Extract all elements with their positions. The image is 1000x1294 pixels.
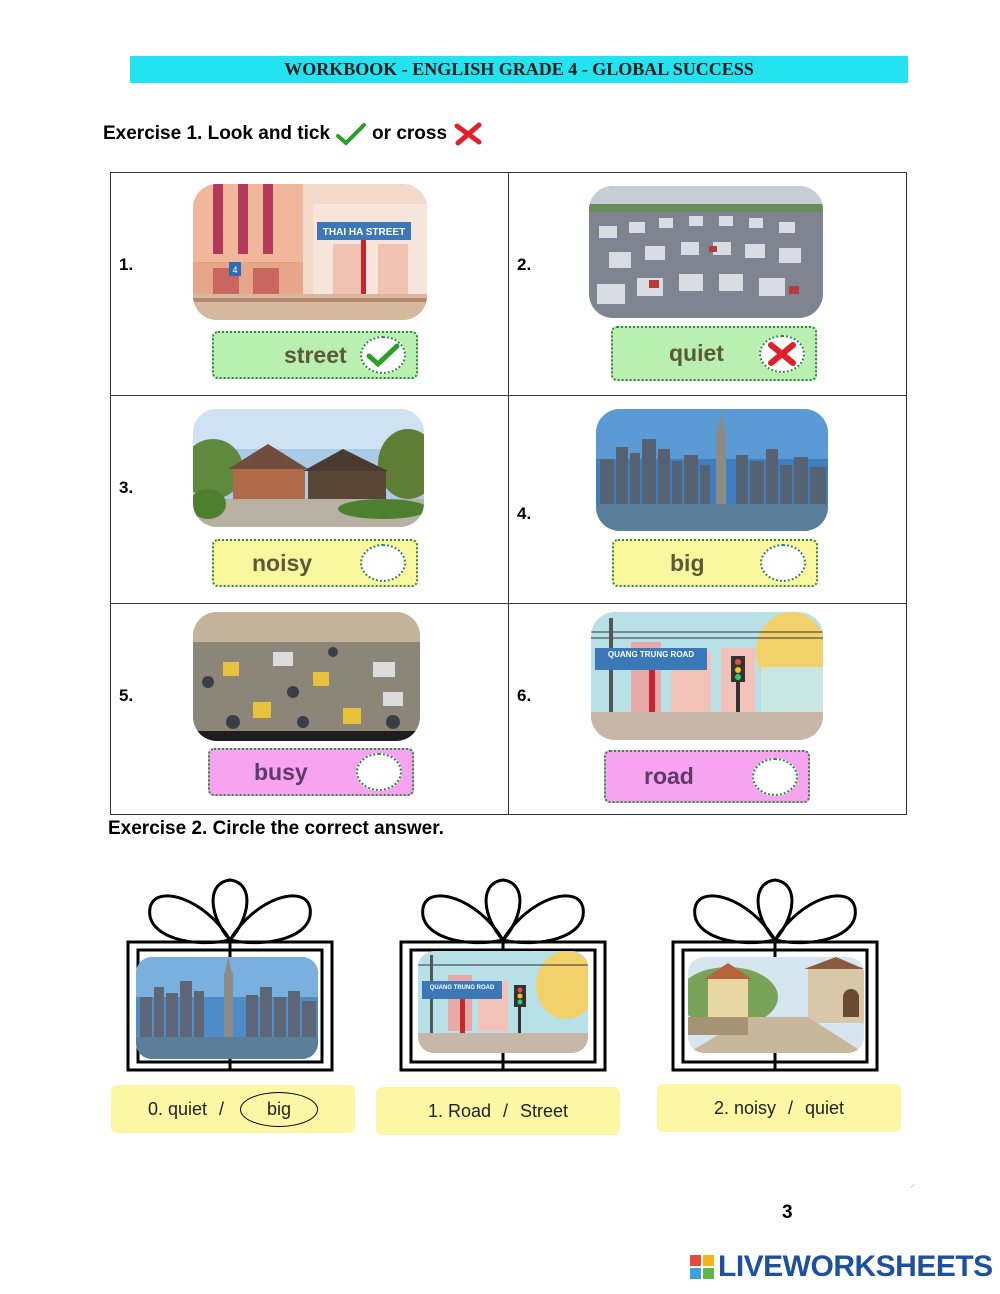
word-box-busy [208,748,414,796]
word-box-big [612,539,818,587]
road-picture [591,612,823,740]
item-number: 6. [517,686,532,705]
cross-icon [766,341,798,367]
gift-village-picture [688,957,864,1053]
word-box-noisy [212,539,418,587]
item-number: 5. [119,686,134,705]
exercise2-title: Exercise 2. Circle the correct answer. [108,818,444,839]
liveworksheets-logo-icon [690,1255,714,1279]
answer-option-2[interactable]: Street [520,1100,569,1121]
busy-street-picture [193,612,420,741]
answer-box-0 [111,1085,355,1133]
exercise1-title-part2: or cross [372,123,448,144]
answer-circle[interactable] [760,544,806,582]
gift-road-picture [418,951,588,1053]
stray-mark: ⸝ [910,1179,915,1190]
answer-circle[interactable] [360,336,406,374]
word-box-road [604,750,810,803]
exercise1-title-part1: Exercise 1. Look and tick [103,123,331,144]
circled-answer[interactable] [240,1092,318,1127]
street-picture [193,184,427,320]
gift-city-picture [136,957,318,1059]
page-number: 3 [782,1202,793,1223]
word-label: busy [254,758,308,785]
city-skyline-picture [596,409,828,531]
answer-separator: / [787,1097,793,1118]
item-number: 2. [517,255,532,274]
tick-icon [336,122,366,146]
logo-text: LIVEWORKSHEETS [718,1250,993,1283]
table-divider [508,172,509,815]
answer-option-1[interactable]: 1. Road [427,1100,491,1121]
word-box-street [212,331,418,379]
answer-circle[interactable] [360,544,406,582]
answer-separator: / [219,1098,225,1119]
answer-separator: / [503,1100,509,1121]
word-label: road [644,763,694,789]
answer-option-1[interactable]: 0. quiet [147,1098,207,1119]
word-box-quiet [611,326,817,381]
item-number: 1. [119,255,134,274]
houses-picture [193,409,424,527]
answer-circle[interactable] [356,753,402,791]
word-label: street [284,341,347,368]
answer-option-2[interactable]: quiet [805,1097,845,1118]
answer-box-1 [376,1087,620,1135]
table-divider [110,603,907,604]
liveworksheets-logo[interactable] [690,1250,993,1284]
word-label: big [670,549,705,576]
building-number: 4 [232,265,238,275]
exercise1-title [103,122,483,146]
traffic-picture [589,186,823,318]
item-number: 4. [517,504,532,523]
answer-option-1[interactable]: 2. noisy [713,1097,776,1118]
workbook-title: WORKBOOK - ENGLISH GRADE 4 - GLOBAL SUCCESS [284,59,754,79]
answer-circle[interactable] [759,335,805,373]
word-label: noisy [252,549,313,576]
answer-option-2: big [267,1098,292,1119]
road-sign-text: QUANG TRUNG ROAD [429,985,495,991]
road-sign-text: QUANG TRUNG ROAD [607,650,695,659]
answer-circle[interactable] [752,758,798,796]
word-label: quiet [669,340,724,366]
workbook-header [130,56,908,83]
answer-box-2 [657,1084,901,1132]
table-divider [110,395,907,396]
cross-icon [453,122,483,146]
street-sign-text: THAI HA STREET [322,227,406,238]
tick-icon [366,342,400,368]
item-number: 3. [119,478,134,497]
